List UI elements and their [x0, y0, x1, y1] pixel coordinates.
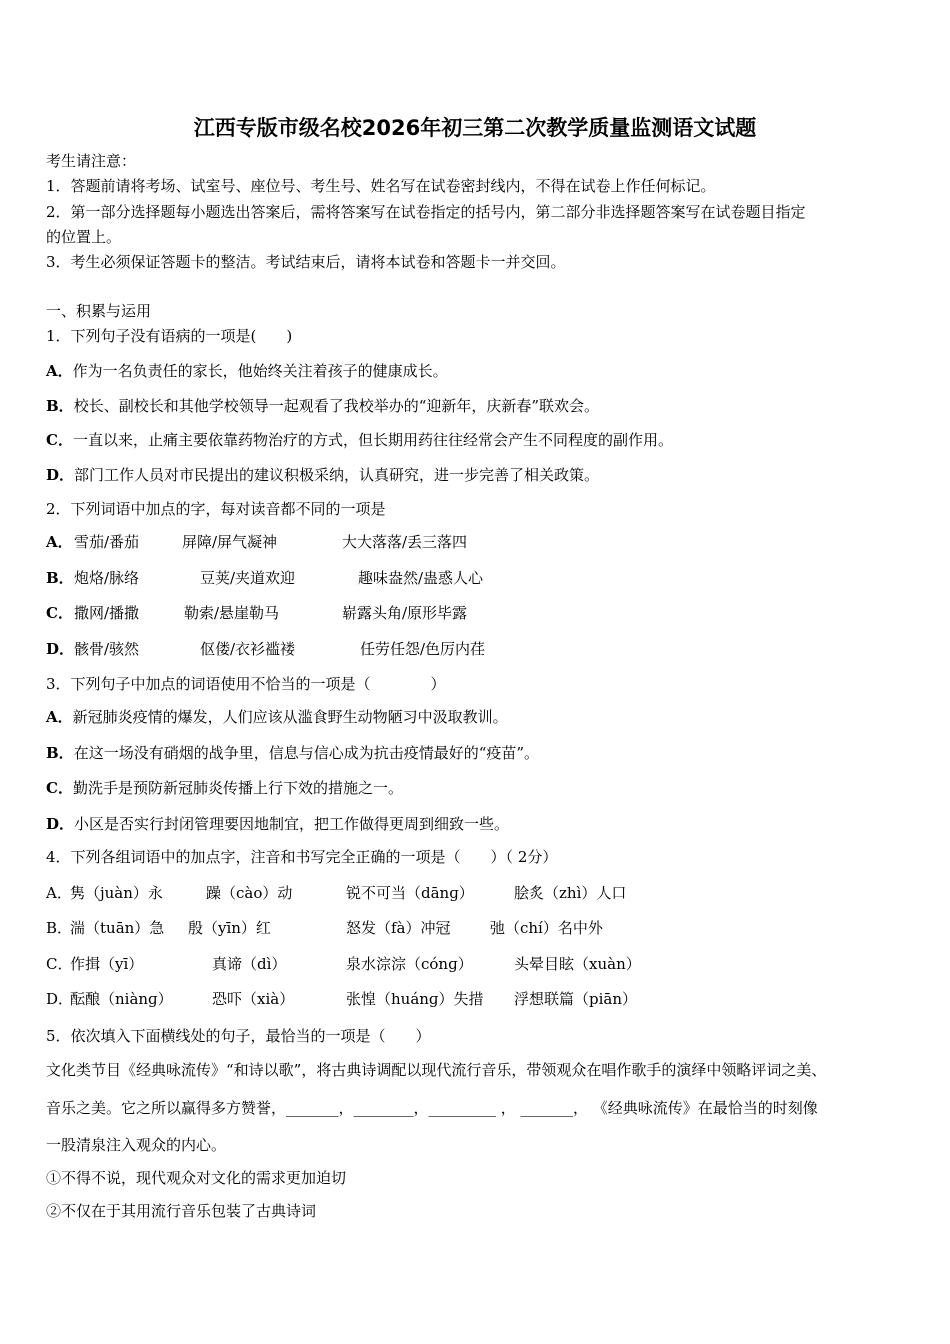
option-cell: 豆荚/夹道欢迎 — [200, 569, 296, 587]
option-text: 作为一名负责任的家长，他始终关注着孩子的健康成长。 — [72, 362, 448, 380]
option-cell: 屏障/屏气凝神 — [182, 533, 278, 551]
q3-option-b — [46, 743, 539, 763]
option-label: D． — [46, 815, 75, 833]
option-cell: 作揖（yī） — [70, 955, 144, 973]
q5-passage-line: 文化类节目《经典咏流传》“和诗以歌”，将古典诗调配以现代流行音乐，带领观众在唱作歌手的演绎中领略评词之美、 — [46, 1061, 827, 1079]
option-cell: 锐不可当（dānɡ） — [346, 884, 474, 902]
option-cell: 崭露头角/原形毕露 — [342, 604, 468, 622]
option-cell: 大大落落/丢三落四 — [342, 533, 468, 551]
option-cell: 殷（yīn）红 — [188, 919, 271, 937]
option-cell: 炮烙/脉络 — [74, 569, 140, 587]
page-title: 江西专版市级名校2026年初三第二次教学质量监测语文试题 — [193, 116, 757, 140]
notice-heading: 考生请注意： — [46, 152, 137, 170]
q5-passage-line: 音乐之美。它之所以赢得多方赞誉，_______，________，_________ ， _______， 《经典咏流传》在最恰当的时刻像 — [46, 1099, 818, 1117]
option-cell: 泉水淙淙（cónɡ） — [346, 955, 473, 973]
option-label: A． — [46, 362, 73, 380]
option-text: 在这一场没有硝烟的战争里，信息与信心成为抗击疫情最好的“疫苗”。 — [73, 744, 540, 762]
q1-option-a — [46, 361, 448, 381]
q3-option-a — [46, 707, 508, 727]
option-cell: 头晕目眩（xuàn） — [514, 955, 641, 973]
option-cell: 撒网/播撒 — [74, 604, 140, 622]
question-2-stem: 2．下列词语中加点的字，每对读音都不同的一项是 — [46, 500, 386, 518]
q3-option-d — [46, 814, 509, 834]
option-label: D． — [46, 466, 75, 484]
option-cell: 湍（tuān）急 — [70, 919, 165, 937]
option-label: A． — [46, 533, 73, 551]
option-label: D． — [46, 990, 74, 1008]
option-cell: 张惶（huánɡ）失措 — [346, 990, 484, 1008]
option-label: B． — [46, 919, 73, 937]
option-label: C． — [46, 431, 73, 449]
option-cell: 恐吓（xià） — [212, 990, 295, 1008]
option-text: 部门工作人员对市民提出的建议积极采纳，认真研究，进一步完善了相关政策。 — [74, 466, 600, 484]
notice-item: 3．考生必须保证答题卡的整洁。考试结束后，请将本试卷和答题卡一并交回。 — [46, 253, 566, 271]
option-cell: 勒索/悬崖勒马 — [184, 604, 280, 622]
option-cell: 隽（juàn）永 — [70, 884, 163, 902]
option-text: 小区是否实行封闭管理要因地制宜，把工作做得更周到细致一些。 — [74, 815, 510, 833]
option-label: C． — [46, 955, 73, 973]
option-cell: 脍炙（zhì）人口 — [514, 884, 627, 902]
q1-option-d — [46, 465, 599, 485]
question-3-stem: 3．下列句子中加点的词语使用不恰当的一项是（ ） — [46, 675, 446, 693]
q5-choice: ①不得不说，现代观众对文化的需求更加迫切 — [46, 1169, 347, 1187]
notice-item: 的位置上。 — [46, 228, 122, 246]
q5-choice: ②不仅在于其用流行音乐包装了古典诗词 — [46, 1202, 317, 1220]
q1-option-c — [46, 430, 673, 450]
option-cell: 骸骨/骇然 — [74, 640, 140, 658]
option-cell: 趣味盎然/蛊惑人心 — [358, 569, 484, 587]
q5-passage-line: 一股清泉注入观众的内心。 — [46, 1136, 227, 1154]
question-5-stem: 5．依次填入下面横线处的句子，最恰当的一项是（ ） — [46, 1027, 431, 1045]
option-cell: 真谛（dì） — [212, 955, 287, 973]
option-text: 勤洗手是预防新冠肺炎传播上行下效的措施之一。 — [72, 779, 403, 797]
option-cell: 怒发（fà）冲冠 — [346, 919, 451, 937]
notice-item: 1．答题前请将考场、试室号、座位号、考生号、姓名写在试卷密封线内，不得在试卷上作任何标记。 — [46, 177, 716, 195]
notice-item: 2．第一部分选择题每小题选出答案后，需将答案写在试卷指定的括号内，第二部分非选择题答案写在试卷题目指定 — [46, 203, 806, 221]
option-label: B． — [46, 744, 74, 762]
q3-option-c — [46, 778, 403, 798]
option-text: 新冠肺炎疫情的爆发，人们应该从滥食野生动物陋习中汲取教训。 — [72, 708, 508, 726]
option-label: A． — [46, 708, 73, 726]
question-4-stem: 4．下列各组词语中的加点字，注音和书写完全正确的一项是（ ）（ 2分） — [46, 848, 558, 866]
option-cell: 浮想联篇（piān） — [514, 990, 638, 1008]
option-label: D． — [46, 640, 75, 658]
option-label: C． — [46, 604, 73, 622]
option-cell: 伛偻/衣衫褴褛 — [200, 640, 296, 658]
option-cell: 雪茄/番茄 — [74, 533, 140, 551]
option-label: B． — [46, 397, 74, 415]
option-cell: 任劳任怨/色厉内荏 — [360, 640, 486, 658]
option-cell: 躁（cào）动 — [206, 884, 293, 902]
section-heading: 一、积累与运用 — [46, 302, 152, 320]
option-cell: 弛（chí）名中外 — [490, 919, 603, 937]
question-1-stem: 1．下列句子没有语病的一项是( ) — [46, 327, 293, 345]
option-label: C． — [46, 779, 73, 797]
option-label: B． — [46, 569, 74, 587]
option-label: A． — [46, 884, 72, 902]
option-cell: 酝酿（niànɡ） — [70, 990, 173, 1008]
option-text: 一直以来，止痛主要依靠药物治疗的方式，但长期用药往往经常会产生不同程度的副作用。 — [72, 431, 673, 449]
option-text: 校长、副校长和其他学校领导一起观看了我校举办的“迎新年，庆新春”联欢会。 — [73, 397, 600, 415]
q1-option-b — [46, 396, 599, 416]
